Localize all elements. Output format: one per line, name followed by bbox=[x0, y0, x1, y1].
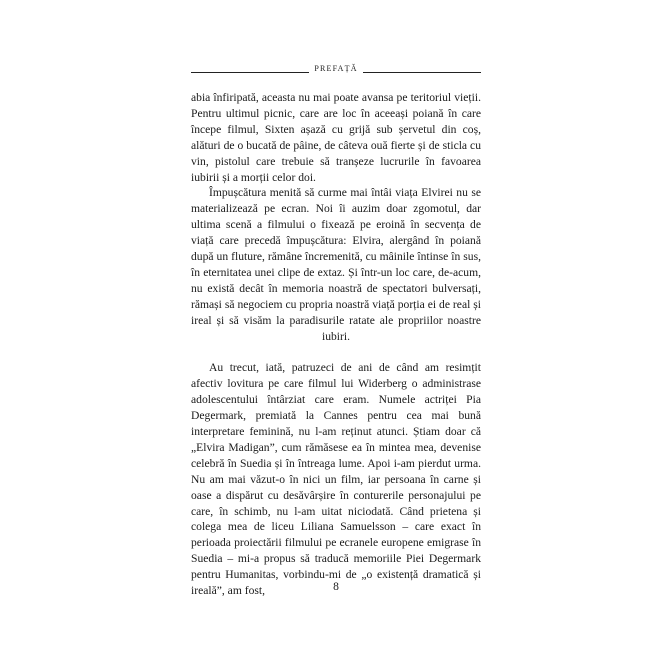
paragraph-2: Împușcătura menită să curme mai întâi viața Elvirei nu se materializează pe ecran. Noi îi auzim doar zgomotul, dar ultima scenă a filmului o fixează pe eroină în secvența de viață care precedă împușcătura: Elvira, alergând în poiană după un fluture, rămâne încremenită, cu mâinile întinse în sus, în eternitatea unei clipe de extaz. Și într-un loc care, de-acum, nu există decât în memoria noastră de spectatori bulversați, rămași să negociem cu propria noastră viață porția ei de real și ireal și să visăm la paradisurile ratate ale propriilor noastre iubiri. bbox=[191, 186, 481, 343]
paragraph-1: abia înfiripată, aceasta nu mai poate avansa pe teritoriul vieții. Pentru ultimul picnic, care are loc în aceeași poiană în care începe filmul, Sixten așază cu grijă sub șervetul din coș, alături de o bucată de pâine, de câteva ouă fierte și de sticla cu vin, pistolul care trebuie să tranșeze lucrurile în favoarea iubirii și a morții celor doi. bbox=[191, 91, 481, 184]
paragraph-3: Au trecut, iată, patruzeci de ani de când am resimțit afectiv lovitura pe care filmul lui Widerberg o administrase adolescentului întârziat care eram. Numele actriței Pia Degermark, premiată la Cannes pentru cea mai bună interpretare feminină, nu l-am reținut atunci. Știam doar că „Elvira Madigan”, cum rămăsese ea în mintea mea, devenise celebră în Suedia și în întreaga lume. Apoi i-am pierdut urma. Nu am mai văzut-o în nici un film, iar persoana în carne și oase a dispărut cu desăvârșire în conturerile personajului pe care, în schimb, nu l-am uitat niciodată. Când prietena și colega mea de liceu Liliana Samuelsson – care exact în perioada proiectării filmului pe ecranele europene emigrase în Suedia – mi-a propus să traducă memoriile Piei Degermark pentru Humanitas, vorbindu-mi de „o existență dramatică și ireală”, am fost, bbox=[191, 361, 481, 598]
body-text bbox=[191, 90, 481, 599]
running-header bbox=[191, 62, 481, 76]
header-rule-right bbox=[363, 72, 481, 73]
page-number: 8 bbox=[333, 580, 339, 593]
header-title: PREFAȚĂ bbox=[314, 64, 358, 73]
